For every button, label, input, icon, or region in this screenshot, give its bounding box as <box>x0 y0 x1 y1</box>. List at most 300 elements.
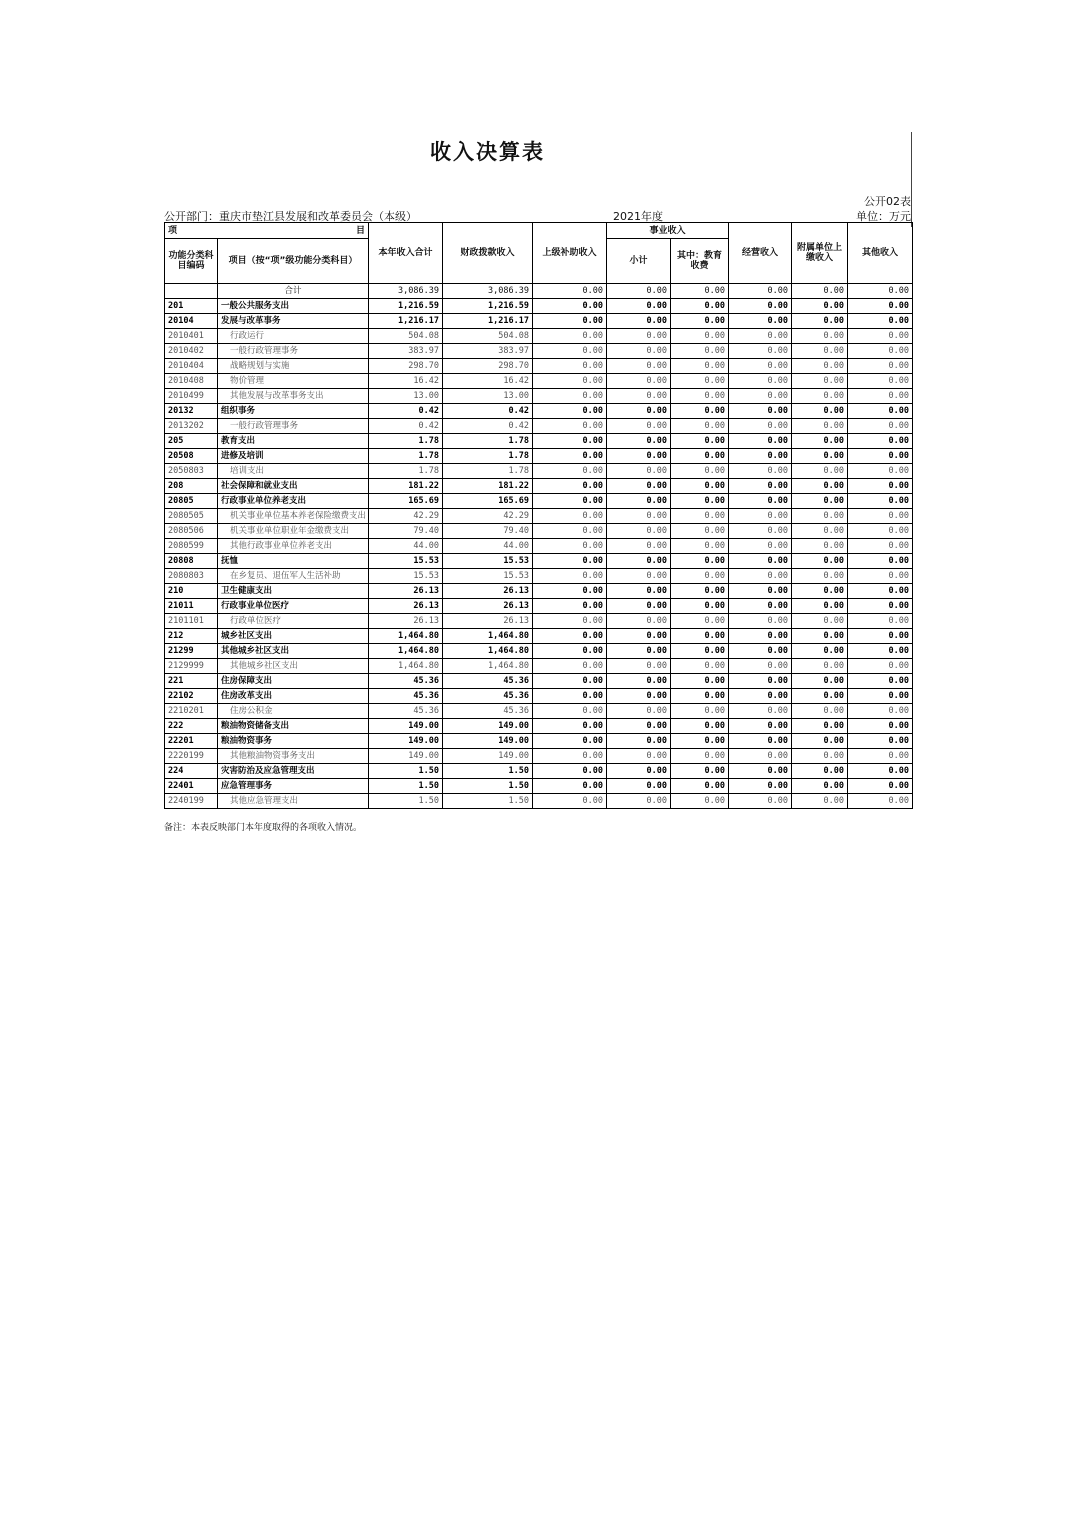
cell-code: 2050803 <box>165 464 218 479</box>
cell-name: 一般行政管理事务 <box>218 344 369 359</box>
cell-operating: 0.00 <box>729 389 792 404</box>
cell-operating: 0.00 <box>729 779 792 794</box>
cell-superior: 0.00 <box>533 584 607 599</box>
cell-name: 进修及培训 <box>218 449 369 464</box>
cell-fiscal: 181.22 <box>443 479 533 494</box>
cell-other: 0.00 <box>848 734 913 749</box>
cell-name: 抚恤 <box>218 554 369 569</box>
table-row <box>165 449 913 464</box>
cell-of-which: 0.00 <box>671 764 729 779</box>
cell-of-which: 0.00 <box>671 659 729 674</box>
cell-of-which: 0.00 <box>671 599 729 614</box>
cell-operating: 0.00 <box>729 464 792 479</box>
cell-code: 205 <box>165 434 218 449</box>
cell-total: 1.50 <box>369 779 443 794</box>
cell-of-which: 0.00 <box>671 404 729 419</box>
cell-fiscal: 3,086.39 <box>443 284 533 299</box>
cell-affiliated: 0.00 <box>792 734 848 749</box>
cell-other: 0.00 <box>848 584 913 599</box>
cell-of-which: 0.00 <box>671 509 729 524</box>
cell-operating: 0.00 <box>729 314 792 329</box>
footnote: 备注：本表反映部门本年度取得的各项收入情况。 <box>164 823 363 833</box>
cell-fiscal: 1,464.80 <box>443 659 533 674</box>
cell-of-which: 0.00 <box>671 299 729 314</box>
cell-total: 13.00 <box>369 389 443 404</box>
cell-superior: 0.00 <box>533 494 607 509</box>
cell-name: 住房改革支出 <box>218 689 369 704</box>
cell-of-which: 0.00 <box>671 539 729 554</box>
cell-fiscal: 26.13 <box>443 584 533 599</box>
cell-of-which: 0.00 <box>671 359 729 374</box>
cell-superior: 0.00 <box>533 359 607 374</box>
cell-operating: 0.00 <box>729 299 792 314</box>
cell-total: 1.50 <box>369 794 443 809</box>
cell-of-which: 0.00 <box>671 494 729 509</box>
table-row <box>165 584 913 599</box>
cell-name: 其他发展与改革事务支出 <box>218 389 369 404</box>
cell-superior: 0.00 <box>533 344 607 359</box>
cell-affiliated: 0.00 <box>792 749 848 764</box>
cell-other: 0.00 <box>848 794 913 809</box>
cell-affiliated: 0.00 <box>792 449 848 464</box>
cell-of-which: 0.00 <box>671 419 729 434</box>
cell-fiscal: 15.53 <box>443 569 533 584</box>
cell-operating: 0.00 <box>729 734 792 749</box>
cell-total: 16.42 <box>369 374 443 389</box>
cell-code: 201 <box>165 299 218 314</box>
cell-name: 在乡复员、退伍军人生活补助 <box>218 569 369 584</box>
cell-total: 149.00 <box>369 749 443 764</box>
cell-code: 208 <box>165 479 218 494</box>
cell-other: 0.00 <box>848 569 913 584</box>
cell-total: 298.70 <box>369 359 443 374</box>
cell-fiscal: 45.36 <box>443 704 533 719</box>
header-business: 事业收入 <box>607 223 729 239</box>
table-row <box>165 359 913 374</box>
cell-code: 20508 <box>165 449 218 464</box>
cell-operating: 0.00 <box>729 644 792 659</box>
cell-of-which: 0.00 <box>671 524 729 539</box>
cell-of-which: 0.00 <box>671 584 729 599</box>
cell-other: 0.00 <box>848 464 913 479</box>
cell-name: 行政运行 <box>218 329 369 344</box>
unit-label: 单位：万元 <box>856 210 911 223</box>
cell-other: 0.00 <box>848 509 913 524</box>
table-row <box>165 794 913 809</box>
cell-other: 0.00 <box>848 614 913 629</box>
cell-fiscal: 149.00 <box>443 749 533 764</box>
cell-code: 20132 <box>165 404 218 419</box>
cell-code: 2010401 <box>165 329 218 344</box>
cell-code: 2010404 <box>165 359 218 374</box>
cell-other: 0.00 <box>848 524 913 539</box>
cell-fiscal: 1.50 <box>443 794 533 809</box>
header-affiliated: 附属单位上缴收入 <box>792 223 848 284</box>
cell-code: 210 <box>165 584 218 599</box>
cell-name: 其他应急管理支出 <box>218 794 369 809</box>
cell-name: 其他城乡社区支出 <box>218 659 369 674</box>
header-of-which: 其中：教育收费 <box>671 239 729 284</box>
cell-of-which: 0.00 <box>671 689 729 704</box>
cell-other: 0.00 <box>848 704 913 719</box>
cell-other: 0.00 <box>848 749 913 764</box>
cell-of-which: 0.00 <box>671 749 729 764</box>
cell-affiliated: 0.00 <box>792 719 848 734</box>
cell-total: 26.13 <box>369 614 443 629</box>
cell-operating: 0.00 <box>729 509 792 524</box>
cell-of-which: 0.00 <box>671 674 729 689</box>
table-row <box>165 374 913 389</box>
cell-code: 221 <box>165 674 218 689</box>
header-code: 功能分类科目编码 <box>165 239 218 284</box>
cell-name: 住房公积金 <box>218 704 369 719</box>
cell-code: 2220199 <box>165 749 218 764</box>
cell-of-which: 0.00 <box>671 554 729 569</box>
table-row <box>165 509 913 524</box>
income-table <box>164 222 913 809</box>
table-row <box>165 464 913 479</box>
cell-total: 1,464.80 <box>369 629 443 644</box>
table-row <box>165 539 913 554</box>
cell-subtotal: 0.00 <box>607 569 671 584</box>
cell-name: 城乡社区支出 <box>218 629 369 644</box>
cell-affiliated: 0.00 <box>792 674 848 689</box>
cell-superior: 0.00 <box>533 419 607 434</box>
cell-other: 0.00 <box>848 389 913 404</box>
total-row <box>165 284 913 299</box>
table-row <box>165 494 913 509</box>
cell-superior: 0.00 <box>533 389 607 404</box>
cell-of-which: 0.00 <box>671 779 729 794</box>
cell-operating: 0.00 <box>729 329 792 344</box>
cell-total: 149.00 <box>369 734 443 749</box>
cell-fiscal: 149.00 <box>443 719 533 734</box>
cell-superior: 0.00 <box>533 314 607 329</box>
cell-fiscal: 383.97 <box>443 344 533 359</box>
cell-fiscal: 1.50 <box>443 764 533 779</box>
cell-total: 1,464.80 <box>369 659 443 674</box>
cell-affiliated: 0.00 <box>792 644 848 659</box>
cell-operating: 0.00 <box>729 659 792 674</box>
cell-superior: 0.00 <box>533 509 607 524</box>
cell-of-which: 0.00 <box>671 389 729 404</box>
cell-affiliated: 0.00 <box>792 464 848 479</box>
cell-subtotal: 0.00 <box>607 389 671 404</box>
table-code: 公开02表 <box>864 195 911 208</box>
cell-total: 149.00 <box>369 719 443 734</box>
cell-other: 0.00 <box>848 629 913 644</box>
cell-code: 224 <box>165 764 218 779</box>
cell-name: 社会保障和就业支出 <box>218 479 369 494</box>
cell-subtotal: 0.00 <box>607 449 671 464</box>
cell-total: 45.36 <box>369 689 443 704</box>
cell-operating: 0.00 <box>729 404 792 419</box>
cell-of-which: 0.00 <box>671 719 729 734</box>
cell-other: 0.00 <box>848 434 913 449</box>
cell-superior: 0.00 <box>533 794 607 809</box>
cell-fiscal: 44.00 <box>443 539 533 554</box>
cell-total: 15.53 <box>369 554 443 569</box>
cell-subtotal: 0.00 <box>607 584 671 599</box>
cell-name: 应急管理事务 <box>218 779 369 794</box>
cell-fiscal: 1,216.59 <box>443 299 533 314</box>
cell-fiscal: 15.53 <box>443 554 533 569</box>
cell-total: 165.69 <box>369 494 443 509</box>
cell-superior: 0.00 <box>533 329 607 344</box>
table-row <box>165 674 913 689</box>
cell-other: 0.00 <box>848 764 913 779</box>
cell-subtotal: 0.00 <box>607 599 671 614</box>
cell-subtotal: 0.00 <box>607 374 671 389</box>
cell-total: 1,216.17 <box>369 314 443 329</box>
cell-code: 2010408 <box>165 374 218 389</box>
cell-subtotal: 0.00 <box>607 284 671 299</box>
cell-total: 42.29 <box>369 509 443 524</box>
cell-name: 机关事业单位基本养老保险缴费支出 <box>218 509 369 524</box>
cell-total: 15.53 <box>369 569 443 584</box>
cell-superior: 0.00 <box>533 659 607 674</box>
cell-of-which: 0.00 <box>671 704 729 719</box>
cell-total: 44.00 <box>369 539 443 554</box>
cell-other: 0.00 <box>848 329 913 344</box>
table-row <box>165 479 913 494</box>
cell-name: 机关事业单位职业年金缴费支出 <box>218 524 369 539</box>
cell-fiscal: 45.36 <box>443 689 533 704</box>
cell-total: 26.13 <box>369 584 443 599</box>
cell-code: 21011 <box>165 599 218 614</box>
cell-other: 0.00 <box>848 359 913 374</box>
cell-subtotal: 0.00 <box>607 434 671 449</box>
cell-affiliated: 0.00 <box>792 524 848 539</box>
cell-fiscal: 45.36 <box>443 674 533 689</box>
table-row <box>165 599 913 614</box>
cell-name: 灾害防治及应急管理支出 <box>218 764 369 779</box>
table-row <box>165 719 913 734</box>
cell-of-which: 0.00 <box>671 314 729 329</box>
table-row <box>165 314 913 329</box>
table-row <box>165 389 913 404</box>
table-row <box>165 779 913 794</box>
cell-total: 1,216.59 <box>369 299 443 314</box>
cell-fiscal: 1.78 <box>443 449 533 464</box>
cell-name: 行政事业单位养老支出 <box>218 494 369 509</box>
cell-of-which: 0.00 <box>671 449 729 464</box>
cell-superior: 0.00 <box>533 449 607 464</box>
table-row <box>165 299 913 314</box>
cell-operating: 0.00 <box>729 419 792 434</box>
cell-total: 181.22 <box>369 479 443 494</box>
cell-other: 0.00 <box>848 719 913 734</box>
cell-code: 2210201 <box>165 704 218 719</box>
cell-name: 行政事业单位医疗 <box>218 599 369 614</box>
cell-total: 45.36 <box>369 674 443 689</box>
cell-of-which: 0.00 <box>671 284 729 299</box>
header-item-left: 项 <box>168 225 178 236</box>
cell-code: 20805 <box>165 494 218 509</box>
cell-affiliated: 0.00 <box>792 344 848 359</box>
header-name: 项目（按“项”级功能分类科目） <box>218 239 369 284</box>
cell-superior: 0.00 <box>533 614 607 629</box>
cell-superior: 0.00 <box>533 719 607 734</box>
cell-name: 组织事务 <box>218 404 369 419</box>
cell-other: 0.00 <box>848 419 913 434</box>
cell-code: 2010499 <box>165 389 218 404</box>
header-fiscal: 财政拨款收入 <box>443 223 533 284</box>
cell-superior: 0.00 <box>533 404 607 419</box>
cell-name: 战略规划与实施 <box>218 359 369 374</box>
cell-fiscal: 1,464.80 <box>443 629 533 644</box>
cell-name: 卫生健康支出 <box>218 584 369 599</box>
cell-of-which: 0.00 <box>671 734 729 749</box>
cell-affiliated: 0.00 <box>792 329 848 344</box>
cell-total: 0.42 <box>369 404 443 419</box>
cell-name: 一般公共服务支出 <box>218 299 369 314</box>
cell-affiliated: 0.00 <box>792 509 848 524</box>
table-row <box>165 404 913 419</box>
cell-superior: 0.00 <box>533 539 607 554</box>
cell-total: 1.78 <box>369 449 443 464</box>
cell-name: 其他城乡社区支出 <box>218 644 369 659</box>
cell-total: 383.97 <box>369 344 443 359</box>
cell-other: 0.00 <box>848 404 913 419</box>
cell-operating: 0.00 <box>729 764 792 779</box>
cell-superior: 0.00 <box>533 569 607 584</box>
cell-name: 粮油物资事务 <box>218 734 369 749</box>
cell-superior: 0.00 <box>533 704 607 719</box>
table-row <box>165 764 913 779</box>
cell-code: 212 <box>165 629 218 644</box>
cell-fiscal: 26.13 <box>443 599 533 614</box>
cell-affiliated: 0.00 <box>792 779 848 794</box>
cell-subtotal: 0.00 <box>607 494 671 509</box>
cell-code: 22401 <box>165 779 218 794</box>
cell-operating: 0.00 <box>729 719 792 734</box>
cell-fiscal: 0.42 <box>443 404 533 419</box>
cell-code <box>165 284 218 299</box>
cell-affiliated: 0.00 <box>792 764 848 779</box>
cell-other: 0.00 <box>848 344 913 359</box>
cell-fiscal: 13.00 <box>443 389 533 404</box>
table-row <box>165 419 913 434</box>
cell-of-which: 0.00 <box>671 644 729 659</box>
cell-superior: 0.00 <box>533 374 607 389</box>
cell-subtotal: 0.00 <box>607 344 671 359</box>
cell-fiscal: 16.42 <box>443 374 533 389</box>
cell-fiscal: 1.50 <box>443 779 533 794</box>
cell-total: 79.40 <box>369 524 443 539</box>
cell-name: 粮油物资储备支出 <box>218 719 369 734</box>
cell-affiliated: 0.00 <box>792 389 848 404</box>
cell-total: 3,086.39 <box>369 284 443 299</box>
table-row <box>165 644 913 659</box>
cell-fiscal: 1,216.17 <box>443 314 533 329</box>
cell-code: 2129999 <box>165 659 218 674</box>
cell-affiliated: 0.00 <box>792 374 848 389</box>
cell-total: 1.78 <box>369 464 443 479</box>
cell-operating: 0.00 <box>729 704 792 719</box>
cell-subtotal: 0.00 <box>607 794 671 809</box>
table-row <box>165 329 913 344</box>
cell-superior: 0.00 <box>533 434 607 449</box>
cell-affiliated: 0.00 <box>792 494 848 509</box>
cell-superior: 0.00 <box>533 524 607 539</box>
cell-name: 一般行政管理事务 <box>218 419 369 434</box>
cell-operating: 0.00 <box>729 284 792 299</box>
cell-affiliated: 0.00 <box>792 359 848 374</box>
cell-operating: 0.00 <box>729 479 792 494</box>
cell-subtotal: 0.00 <box>607 479 671 494</box>
cell-subtotal: 0.00 <box>607 644 671 659</box>
cell-code: 2101101 <box>165 614 218 629</box>
cell-fiscal: 298.70 <box>443 359 533 374</box>
cell-other: 0.00 <box>848 314 913 329</box>
cell-affiliated: 0.00 <box>792 629 848 644</box>
cell-name: 其他粮油物资事务支出 <box>218 749 369 764</box>
cell-affiliated: 0.00 <box>792 434 848 449</box>
cell-operating: 0.00 <box>729 524 792 539</box>
table-row <box>165 614 913 629</box>
cell-code: 21299 <box>165 644 218 659</box>
cell-subtotal: 0.00 <box>607 659 671 674</box>
cell-superior: 0.00 <box>533 284 607 299</box>
cell-code: 20808 <box>165 554 218 569</box>
cell-fiscal: 504.08 <box>443 329 533 344</box>
table-row <box>165 434 913 449</box>
cell-superior: 0.00 <box>533 629 607 644</box>
cell-affiliated: 0.00 <box>792 554 848 569</box>
cell-operating: 0.00 <box>729 584 792 599</box>
cell-total: 1.50 <box>369 764 443 779</box>
table-row <box>165 734 913 749</box>
cell-subtotal: 0.00 <box>607 509 671 524</box>
cell-subtotal: 0.00 <box>607 734 671 749</box>
cell-of-which: 0.00 <box>671 434 729 449</box>
cell-other: 0.00 <box>848 374 913 389</box>
cell-other: 0.00 <box>848 659 913 674</box>
cell-subtotal: 0.00 <box>607 614 671 629</box>
cell-code: 22102 <box>165 689 218 704</box>
cell-operating: 0.00 <box>729 494 792 509</box>
cell-code: 2080506 <box>165 524 218 539</box>
cell-name: 教育支出 <box>218 434 369 449</box>
cell-operating: 0.00 <box>729 359 792 374</box>
cell-other: 0.00 <box>848 554 913 569</box>
cell-of-which: 0.00 <box>671 464 729 479</box>
cell-subtotal: 0.00 <box>607 419 671 434</box>
cell-code: 20104 <box>165 314 218 329</box>
header-subtotal: 小计 <box>607 239 671 284</box>
cell-affiliated: 0.00 <box>792 314 848 329</box>
cell-total: 1,464.80 <box>369 644 443 659</box>
cell-name: 培训支出 <box>218 464 369 479</box>
cell-affiliated: 0.00 <box>792 794 848 809</box>
cell-subtotal: 0.00 <box>607 719 671 734</box>
cell-total: 1.78 <box>369 434 443 449</box>
cell-fiscal: 149.00 <box>443 734 533 749</box>
cell-subtotal: 0.00 <box>607 689 671 704</box>
cell-total: 504.08 <box>369 329 443 344</box>
cell-superior: 0.00 <box>533 734 607 749</box>
cell-of-which: 0.00 <box>671 374 729 389</box>
cell-subtotal: 0.00 <box>607 329 671 344</box>
cell-other: 0.00 <box>848 674 913 689</box>
cell-other: 0.00 <box>848 599 913 614</box>
page-title: 收入决算表 <box>430 140 545 164</box>
cell-affiliated: 0.00 <box>792 404 848 419</box>
cell-operating: 0.00 <box>729 629 792 644</box>
table-row <box>165 689 913 704</box>
header-total: 本年收入合计 <box>369 223 443 284</box>
